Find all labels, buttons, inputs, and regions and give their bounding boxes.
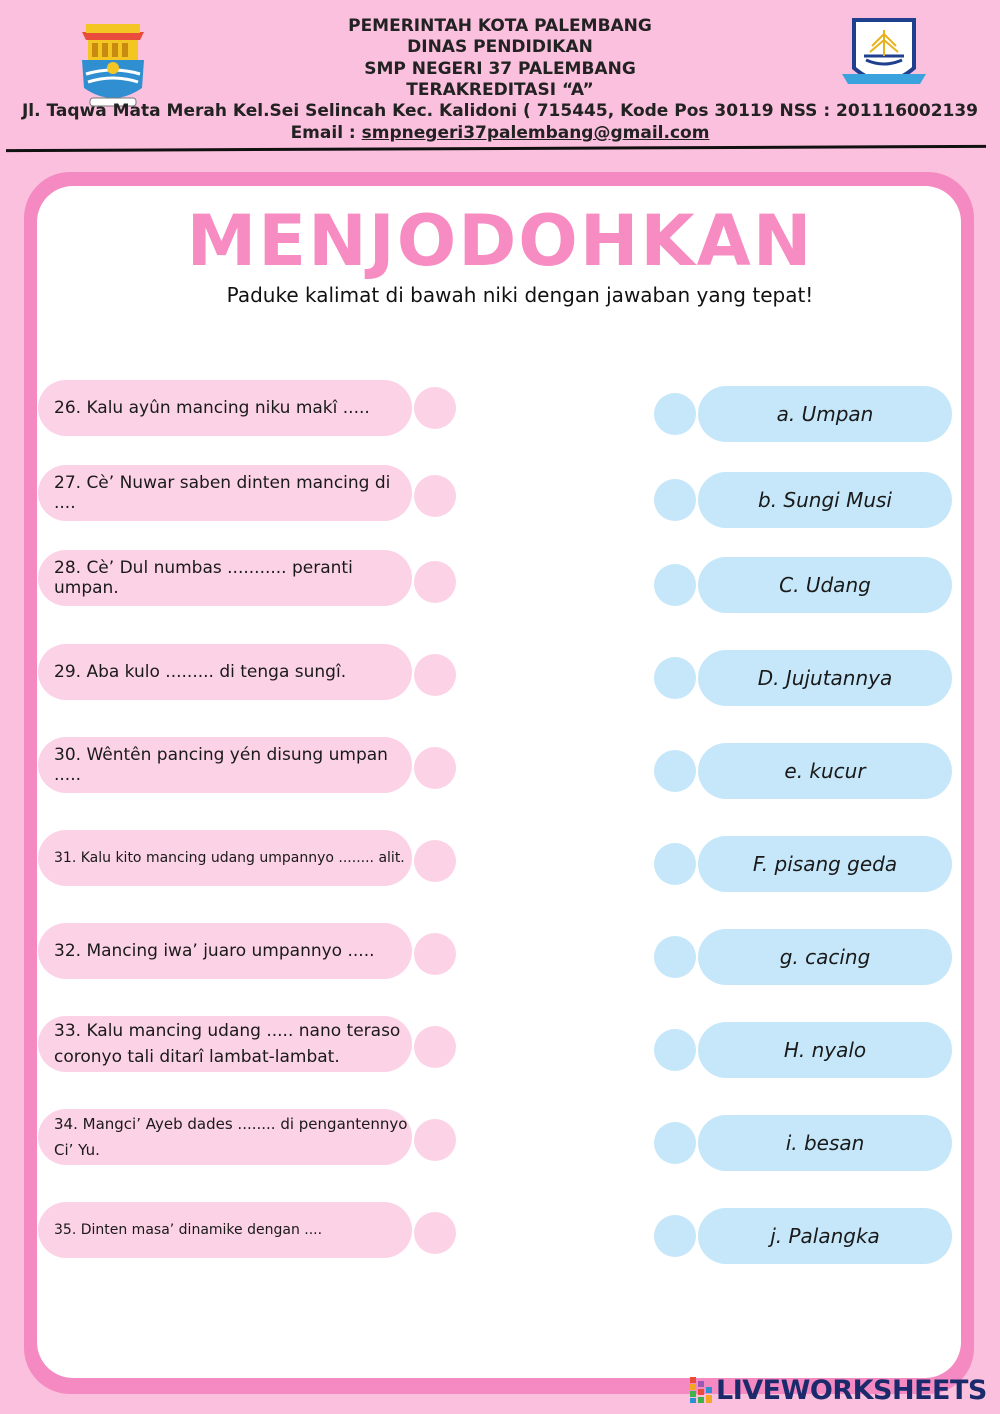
question-27-connector[interactable] — [414, 475, 456, 517]
question-26: 26. Kalu ayûn mancing niku makî ..... — [38, 380, 412, 436]
question-33: 33. Kalu mancing udang ..... nano teraso coronyo tali ditarî lambat-lambat. — [38, 1016, 412, 1072]
question-32: 32. Mancing iwa’ juaro umpannyo ..... — [38, 923, 412, 979]
header-department: DINAS PENDIDIKAN — [407, 37, 593, 57]
question-35-connector[interactable] — [414, 1212, 456, 1254]
worksheet-instruction: Paduke kalimat di bawah niki dengan jawaban yang tepat! — [226, 283, 814, 307]
answer-g: g. cacing — [698, 929, 952, 985]
header-government: PEMERINTAH KOTA PALEMBANG — [348, 16, 652, 36]
answer-d: D. Jujutannya — [698, 650, 952, 706]
header-accreditation: TERAKREDITASI “A” — [406, 80, 594, 100]
answer-g-connector[interactable] — [654, 936, 696, 978]
answer-c-connector[interactable] — [654, 564, 696, 606]
question-29-connector[interactable] — [414, 654, 456, 696]
answer-b: b. Sungi Musi — [698, 472, 952, 528]
question-31: 31. Kalu kito mancing udang umpannyo ........ alit. — [38, 830, 412, 886]
answer-c: C. Udang — [698, 557, 952, 613]
email-link[interactable]: smpnegeri37palembang@gmail.com — [361, 123, 710, 143]
question-33-connector[interactable] — [414, 1026, 456, 1068]
question-28: 28. Cè’ Dul numbas ........... peranti umpan. — [38, 550, 412, 606]
question-26-connector[interactable] — [414, 387, 456, 429]
answer-j: j. Palangka — [698, 1208, 952, 1264]
answer-j-connector[interactable] — [654, 1215, 696, 1257]
email-label: Email : — [290, 123, 362, 143]
answer-i-connector[interactable] — [654, 1122, 696, 1164]
question-34: 34. Mangci’ Ayeb dades ........ di pengantennyo Ci’ Yu. — [38, 1109, 412, 1165]
question-34-connector[interactable] — [414, 1119, 456, 1161]
answer-d-connector[interactable] — [654, 657, 696, 699]
answer-i: i. besan — [698, 1115, 952, 1171]
answer-a: a. Umpan — [698, 386, 952, 442]
header-school-name: SMP NEGERI 37 PALEMBANG — [364, 59, 636, 79]
liveworksheets-brand — [690, 1374, 987, 1406]
header-divider — [6, 145, 986, 152]
question-29: 29. Aba kulo ......... di tenga sungî. — [38, 644, 412, 700]
question-30: 30. Wêntên pancing yén disung umpan ..... — [38, 737, 412, 793]
answer-h-connector[interactable] — [654, 1029, 696, 1071]
liveworksheets-wordmark: LIVEWORKSHEETS — [716, 1374, 987, 1406]
question-27: 27. Cè’ Nuwar saben dinten mancing di .... — [38, 465, 412, 521]
question-30-connector[interactable] — [414, 747, 456, 789]
answer-a-connector[interactable] — [654, 393, 696, 435]
worksheet-title: MENJODOHKAN — [186, 200, 814, 282]
answer-f: F. pisang geda — [698, 836, 952, 892]
answer-e: e. kucur — [698, 743, 952, 799]
answer-e-connector[interactable] — [654, 750, 696, 792]
header-email — [0, 123, 1000, 144]
question-31-connector[interactable] — [414, 840, 456, 882]
liveworksheets-icon — [690, 1377, 712, 1403]
header-address: Jl. Taqwa Mata Merah Kel.Sei Selincah Kec. Kalidoni ( 715445, Kode Pos 30119 NSS : 201116002139 — [21, 101, 979, 121]
question-35: 35. Dinten masa’ dinamike dengan .... — [38, 1202, 412, 1258]
question-32-connector[interactable] — [414, 933, 456, 975]
answer-h: H. nyalo — [698, 1022, 952, 1078]
answer-f-connector[interactable] — [654, 843, 696, 885]
answer-b-connector[interactable] — [654, 479, 696, 521]
question-28-connector[interactable] — [414, 561, 456, 603]
